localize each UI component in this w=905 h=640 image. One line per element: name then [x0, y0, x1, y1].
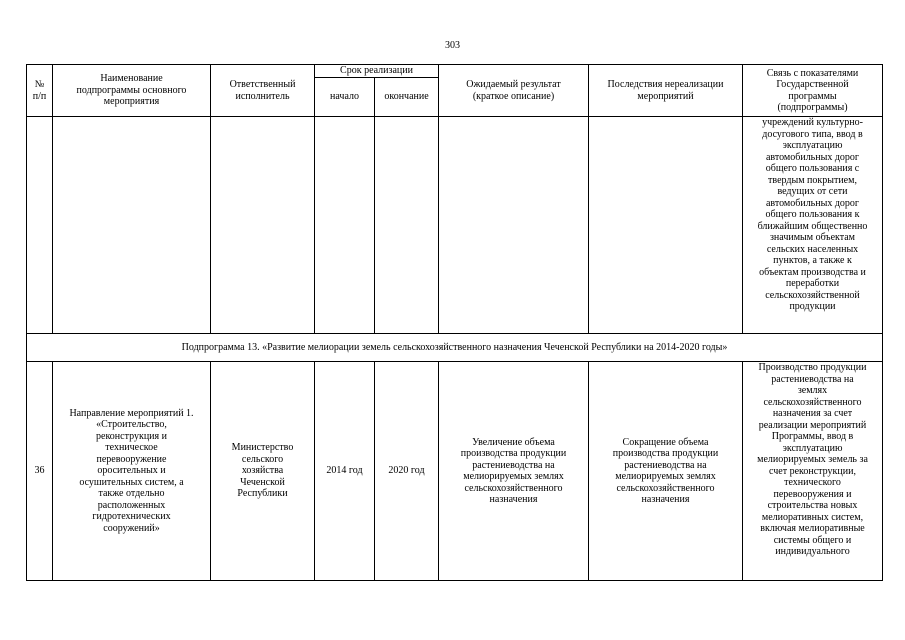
cell-name: Направление мероприятий 1. «Строительство, реконструкция и техническое перевооружение оросительных и осушительных систем, а также отдельно расположенных гидротехнических сооружений» — [53, 362, 211, 581]
cell-executor — [211, 117, 315, 334]
header-executor: Ответственный исполнитель — [211, 65, 315, 117]
cell-start: 2014 год — [315, 362, 375, 581]
page-number: 303 — [445, 40, 460, 51]
cell-start — [315, 117, 375, 334]
cell-end — [375, 117, 439, 334]
cell-num: 36 — [27, 362, 53, 581]
cell-name — [53, 117, 211, 334]
cell-end: 2020 год — [375, 362, 439, 581]
cell-link: Производство продукции растениеводства на землях сельскохозяйственного назначения за счет реализации мероприятий Программы, ввод в эксплуатацию мелиорируемых земель за счет реконструкции, технического перевооружения и строительства новых мелиоративных систем, включая мелиоративные системы общего и индивидуального — [743, 362, 883, 581]
header-link: Связь с показателями Государственной программы (подпрограммы) — [743, 65, 883, 117]
table-row — [27, 362, 883, 581]
header-name: Наименование подпрограммы основного мероприятия — [53, 65, 211, 117]
program-table — [26, 64, 883, 581]
cell-executor: Министерство сельского хозяйства Чеченской Республики — [211, 362, 315, 581]
cell-result — [439, 117, 589, 334]
header-consequences: Последствия нереализации мероприятий — [589, 65, 743, 117]
section-title: Подпрограмма 13. «Развитие мелиорации земель сельскохозяйственного назначения Чеченской Республики на 2014-2020 годы» — [27, 334, 883, 362]
table-row — [27, 117, 883, 334]
header-num: № п/п — [27, 65, 53, 117]
cell-consequences — [589, 117, 743, 334]
cell-link: учреждений культурно- досугового типа, ввод в эксплуатацию автомобильных дорог общего пользования с твердым покрытием, ведущих от сети автомобильных дорог общего пользования к ближайшим общественно значимым объектам сельских населенных пунктов, а также к объектам производства и переработки сельскохозяйственной продукции — [743, 117, 883, 334]
header-period: Срок реализации — [315, 65, 439, 78]
cell-result: Увеличение объема производства продукции растениеводства на мелиорируемых землях сельскохозяйственного назначения — [439, 362, 589, 581]
section-row — [27, 334, 883, 362]
header-result: Ожидаемый результат (краткое описание) — [439, 65, 589, 117]
cell-num — [27, 117, 53, 334]
header-end: окончание — [375, 78, 439, 117]
cell-consequences: Сокращение объема производства продукции растениеводства на мелиорируемых землях сельскохозяйственного назначения — [589, 362, 743, 581]
header-start: начало — [315, 78, 375, 117]
